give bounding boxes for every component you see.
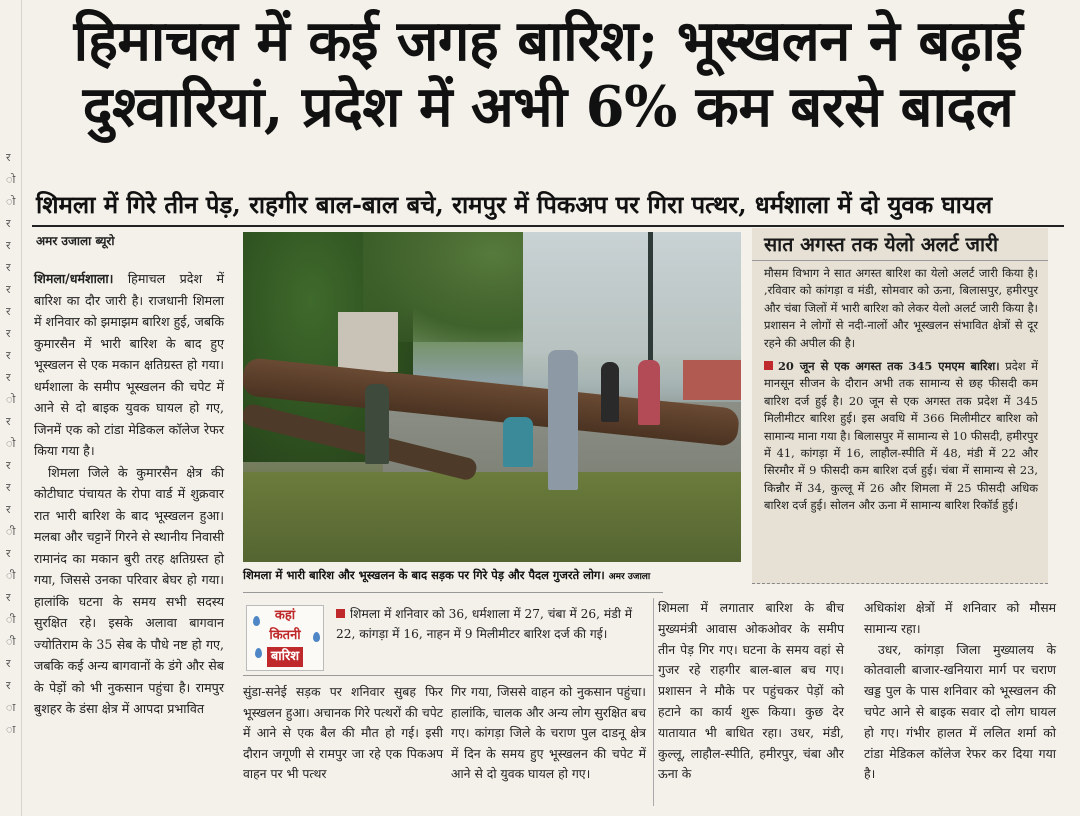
column-3: गिर गया, जिससे वाहन को नुकसान पहुंचा। हालांकि, चालक और अन्य लोग सुरक्षित बच गए। कांगड़ा जिले के चराण पुल दाडनू क्षेत्र में दिन के समय हुए भूस्खलन की चपेट में आने से दो युवक घायल हो गए। (451, 684, 646, 781)
gutter-char: र (6, 305, 11, 318)
sidebox-para-2 (752, 352, 1048, 515)
gutter-char: र (6, 261, 11, 274)
sidebox-para-1: मौसम विभाग ने सात अगस्त बारिश का येलो अलर्ट जारी किया है। ,रविवार को कांगड़ा व मंडी, सोमवार को ऊना, बिलासपुर, हमीरपुर और चंबा जिलों में भारी बारिश को लेकर येलो अलर्ट जारी किया है। प्रशासन ने लोगों से नदी-नालों और भूस्खलन संभावित क्षेत्रों से दूर रहने की अपील की है। (764, 266, 1038, 350)
raindrop-icon (253, 616, 260, 626)
gutter-char: र (6, 349, 11, 362)
column-divider (653, 598, 654, 806)
bullet-square-icon (336, 609, 345, 618)
column-1-para-2: शिमला जिले के कुमारसैन क्षेत्र की कोटीघाट पंचायत के रोपा वार्ड में शुक्रवार रात भारी बारिश के बाद भूस्खलन हुआ। मलबा और चट्टानें गिरने से स्थानीय निवासी रामानंद का मकान बुरी तरह क्षतिग्रस्त हो गया, जिससे उनका परिवार बेघर हो गया। हालांकि घटना के समय सभी सदस्य सुरक्षित रहे। इसके अलावा बागवान ज्योतिराम के 35 सेब के पौधे नष्ट हो गए, जबकि कई अन्य बागवानों के डंगे और सेब के पेड़ों को भी नुकसान पहुंचा है। रामपुर बुशहर के डंसा क्षेत्र में आपदा प्रभावित (34, 464, 224, 716)
yellow-alert-box (752, 228, 1048, 584)
photo-caption-text: शिमला में भारी बारिश और भूस्खलन के बाद सड़क पर गिरे पेड़ और पैदल गुजरते लोग। (243, 568, 605, 582)
gutter-char: ो (6, 437, 16, 450)
byline: अमर उजाला ब्यूरो (36, 234, 115, 248)
gutter-char: र (6, 151, 11, 164)
raindrop-icon (313, 632, 320, 642)
gutter-char: ो (6, 393, 16, 406)
header-rule (32, 225, 1064, 227)
column-1-text-1: हिमाचल प्रदेश में बारिश का दौर जारी है। राजधानी शिमला में शनिवार को झमाझम बारिश हुई, जबकि कुमारसैन में भारी बारिश के बाद हुए भूस्खलन से एक मकान क्षतिग्रस्त हो गया। धर्मशाला के समीप भूस्खलन की चपेट में आने से दो बाइक युवक घायल हो गए, जिनमें एक को टांडा मेडिकल कॉलेज रेफर किया गया है। (34, 271, 224, 458)
headline-line-2: दुश्वारियां, प्रदेश में अभी 6% कम बरसे बादल (82, 74, 1014, 140)
gutter-char: र (6, 591, 11, 604)
section-divider (243, 592, 663, 593)
sidebox-para-2-text: प्रदेश में मानसून सीजन के दौरान अभी तक सामान्य से छह फीसदी कम बारिश दर्ज हुई है। 20 जून से एक अगस्त तक प्रदेश में 345 मिलीमीटर बारिश हुई। इस अवधि में 366 मिलीमीटर बारिश को सामान्य माना गया है। बिलासपुर में सामान्य से 10 फीसदी, हमीरपुर में 41, कांगड़ा में 16, लाहौल-स्पीति में 48, मंडी में 22 और सिरमौर में 9 फीसदी कम बारिश दर्ज हुई। चंबा में सामान्य से 23, किन्नौर में 34, कुल्लू में 26 और शिमला में 25 फीसदी अधिक बारिश दर्ज हुई। सोलन और ऊना में सामान्य बारिश रिकॉर्ड हुई। (764, 359, 1038, 513)
rainfall-figures (336, 605, 648, 644)
gutter-char: र (6, 283, 11, 296)
column-4: शिमला में लगातार बारिश के बीच मुख्यमंत्री आवास ओकओवर के समीप तीन पेड़ गिर गए। घटना के समय वहां से गुजर रहे राहगीर बाल-बाल बच गए। प्रशासन ने मौके पर पहुंचकर पेड़ों को हटाने का कार्य शुरू किया। कुछ देर यातायात भी बाधित रहा। उधर, मंडी, कुल्लू, लाहौल-स्पीति, हमीरपुर, चंबा और ऊना के (658, 600, 844, 782)
gutter-char: ो (6, 173, 16, 186)
headline (28, 8, 1068, 140)
column-5-para-2: उधर, कांगड़ा जिला मुख्यालय के कोतवाली बाजार-खनियारा मार्ग पर चराण खड्ड पुल के पास शनिवार को भूस्खलन की चपेट आने से बाइक सवार दो लोग घायल हो गए। गंभीर हालत में ललित शर्मा को टांडा मेडिकल कॉलेज रेफर कर दिया गया है। (864, 641, 1056, 782)
headline-line-1: हिमाचल में कई जगह बारिश; भूस्खलन ने बढ़ाई (73, 8, 1023, 74)
gutter-char: र (6, 503, 11, 516)
gutter-char: र (6, 679, 11, 692)
gutter-char: ी (6, 525, 16, 538)
section-divider (243, 675, 653, 676)
gutter-char: र (6, 459, 11, 472)
gutter-char: ी (6, 569, 16, 582)
gutter-char: ी (6, 613, 16, 626)
gutter-char: र (6, 327, 11, 340)
column-5-para-1: अधिकांश क्षेत्रों में शनिवार को मौसम सामान्य रहा। (864, 600, 1056, 636)
rain-infobox (246, 605, 324, 671)
gutter-char: र (6, 657, 11, 670)
column-2: सुंडा-सनेई सड़क पर शनिवार सुबह फिर भूस्खलन हुआ। अचानक गिरे पत्थरों की चपेट में आने से एक बैल की मौत हो गई। इसी दौरान जगूणी से रामपुर जा रहे एक पिकअप वाहन पर भी पत्थर (243, 684, 443, 781)
gutter-char: र (6, 415, 11, 428)
gutter-char: ी (6, 635, 16, 648)
gutter-char: ा (6, 701, 16, 714)
gutter-char: र (6, 239, 11, 252)
gutter-char: र (6, 481, 11, 494)
rainbox-line-2: कितनी (269, 628, 301, 643)
bullet-square-icon (764, 361, 773, 370)
previous-column-gutter (0, 0, 22, 816)
gutter-char: र (6, 547, 11, 560)
subheadline: शिमला में गिरे तीन पेड़, राहगीर बाल-बाल बचे, रामपुर में पिकअप पर गिरा पत्थर, धर्मशाला में दो युवक घायल (36, 190, 993, 219)
gutter-char: ो (6, 195, 16, 208)
rainbox-line-1: कहां (274, 608, 296, 623)
gutter-char: र (6, 217, 11, 230)
news-photo (243, 232, 741, 562)
photo-caption (243, 564, 741, 586)
column-1-para-1 (34, 268, 224, 462)
dateline: शिमला/धर्मशाला। (34, 271, 114, 286)
sidebox-title: सात अगस्त तक येलो अलर्ट जारी (752, 228, 1048, 261)
photo-credit: अमर उजाला (608, 572, 651, 582)
rainbox-line-3: बारिश (267, 647, 303, 667)
column-1 (34, 268, 224, 720)
gutter-char: र (6, 371, 11, 384)
gutter-char: ा (6, 723, 16, 736)
column-5 (864, 598, 1056, 785)
rainfall-figures-text: शिमला में शनिवार को 36, धर्मशाला में 27, चंबा में 26, मंडी में 22, कांगड़ा में 16, नाहन में 9 मिलीमीटर बारिश दर्ज की गई। (336, 607, 633, 641)
sidebox-bold-lead: 20 जून से एक अगस्त तक 345 एमएम बारिश। (778, 359, 1000, 374)
raindrop-icon (255, 648, 262, 658)
